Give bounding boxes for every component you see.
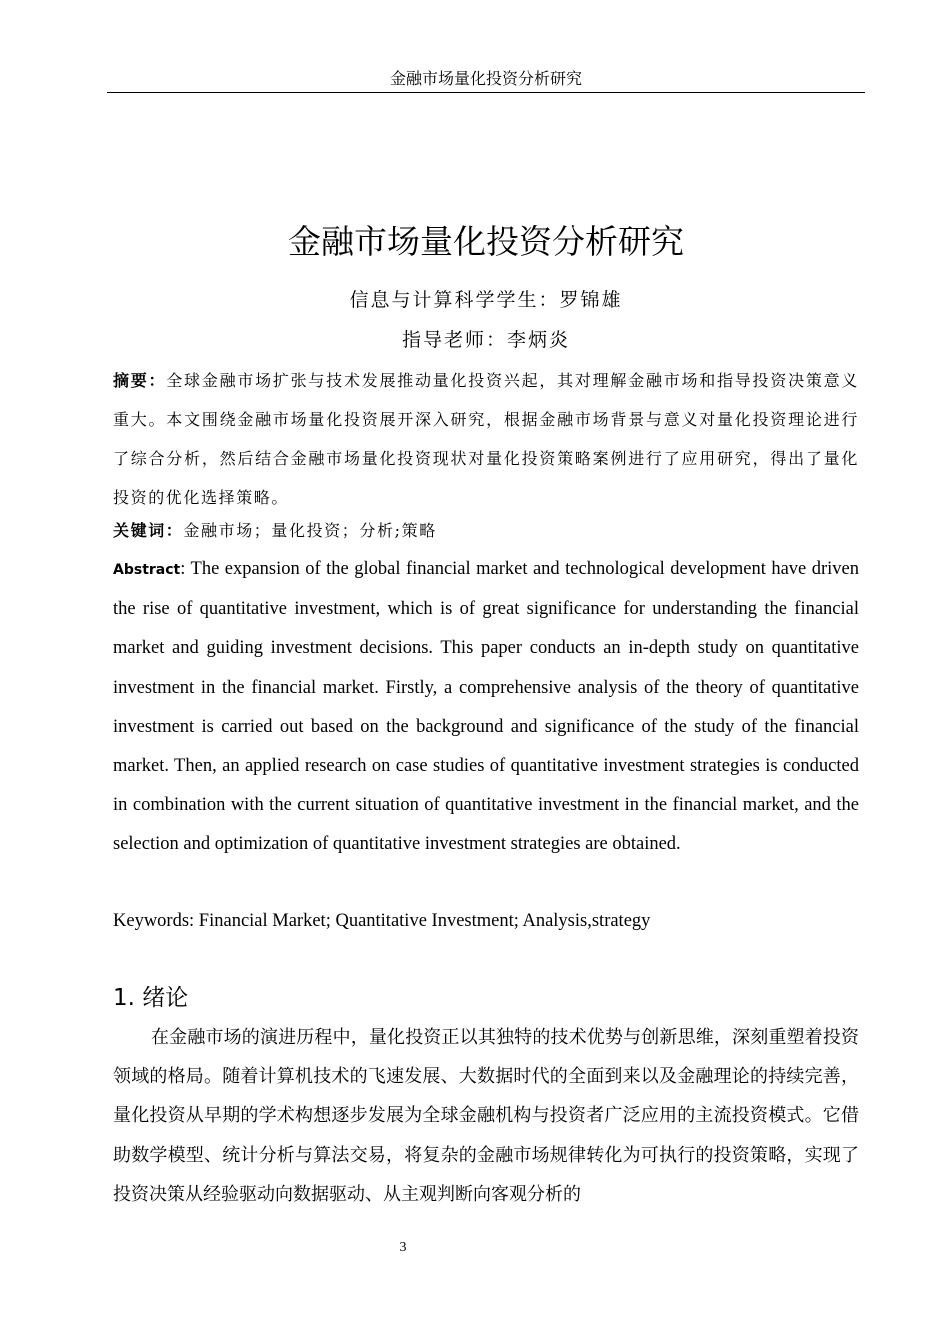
keywords-chinese-label: 关键词： [113,521,184,540]
advisor-line: 指导老师：李炳炎 [401,329,570,351]
abstract-english [113,550,859,865]
abstract-english-text: : The expansion of the global financial market and technological development have driven the rise of quantitative investment, which is of great significance for understanding the financial market and guiding investment decisions. This paper conducts an in-depth study on quantitative investment in the financial market. Firstly, a comprehensive analysis of the theory of quantitative investment is carried out based on the background and significance of the study of the financial market. Then, an applied research on case studies of quantitative investment strategies is conducted in combination with the current situation of quantitative investment in the financial market, and the selection and optimization of quantitative investment strategies are obtained. [113,559,859,855]
abstract-chinese-label: 摘要： [113,371,167,390]
abstract-english-label: Abstract [113,562,181,578]
keywords-chinese-text: 金融市场；量化投资；分析;策略 [183,521,437,540]
abstract-chinese-text: 全球金融市场扩张与技术发展推动量化投资兴起，其对理解金融市场和指导投资决策意义重大。本文围绕金融市场量化投资展开深入研究，根据金融市场背景与意义对量化投资理论进行了综合分析，然后结合金融市场量化投资现状对量化投资策略案例进行了应用研究，得出了量化投资的优化选择策略。 [113,371,859,507]
keywords-chinese [113,513,859,549]
section-heading: 1. 绪论 [113,985,189,1011]
running-header-title: 金融市场量化投资分析研究 [389,69,582,88]
abstract-chinese [113,361,859,517]
section-paragraph: 在金融市场的演进历程中，量化投资正以其独特的技术优势与创新思维，深刻重塑着投资领域的格局。随着计算机技术的飞速发展、大数据时代的全面到来以及金融理论的持续完善，量化投资从早期的学术构想逐步发展为全球金融机构与投资者广泛应用的主流投资模式。它借助数学模型、统计分析与算法交易，将复杂的金融市场规律转化为可执行的投资策略，实现了投资决策从经验驱动向数据驱动、从主观判断向客观分析的 [113,1027,859,1205]
paper-title: 金融市场量化投资分析研究 [288,222,684,261]
running-header [107,68,865,93]
keywords-english: Keywords: Financial Market; Quantitative Investment; Analysis,strategy [113,911,651,931]
page-number: 3 [399,1240,407,1255]
author-line: 信息与计算科学学生：罗锦雄 [349,289,623,311]
